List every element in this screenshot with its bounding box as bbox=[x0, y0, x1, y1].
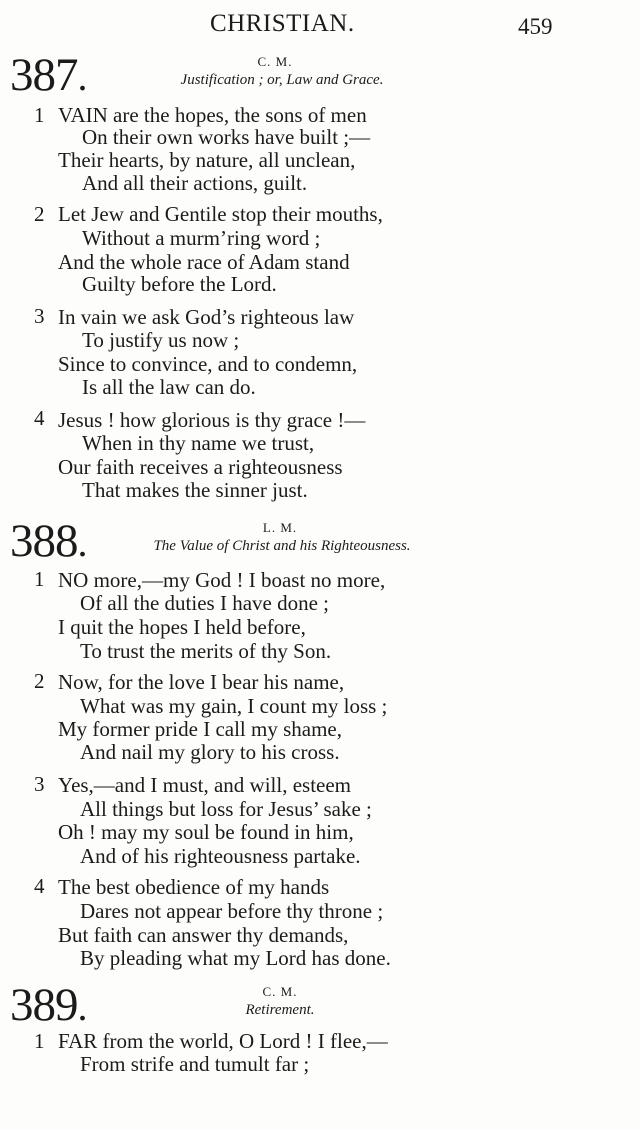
verse-line: Our faith receives a righteousness bbox=[58, 455, 343, 479]
verse-line: Now, for the love I bear his name, bbox=[58, 670, 345, 694]
verse-number: 1 bbox=[34, 103, 45, 127]
verse-line: NO more,—my God ! I boast no more, bbox=[58, 568, 386, 592]
verse-line: Since to convince, and to condemn, bbox=[58, 352, 358, 376]
verse-line: Jesus ! how glorious is thy grace !— bbox=[58, 408, 366, 432]
verse-line: And of his righteousness partake. bbox=[80, 844, 361, 868]
verse-line: Without a murm’ring word ; bbox=[82, 226, 321, 250]
verse-line: From strife and tumult far ; bbox=[80, 1052, 310, 1076]
verse-line: My former pride I call my shame, bbox=[58, 717, 342, 741]
verse-line: That makes the sinner just. bbox=[82, 478, 308, 502]
hymn-number: 388. bbox=[10, 515, 87, 567]
verse-line: Guilty before the Lord. bbox=[82, 272, 277, 296]
hymn-meter: L. M. bbox=[262, 520, 298, 535]
hymn-subtitle: The Value of Christ and his Righteousness. bbox=[153, 538, 411, 554]
verse-number: 1 bbox=[34, 1029, 45, 1053]
verse-line: All things but loss for Jesus’ sake ; bbox=[80, 797, 372, 821]
verse-line: And all their actions, guilt. bbox=[82, 171, 308, 195]
verse-line: On their own works have built ;— bbox=[82, 125, 371, 149]
verse-number: 2 bbox=[34, 202, 45, 226]
verse-line: Yes,—and I must, and will, esteem bbox=[58, 773, 352, 797]
verse-line: The best obedience of my hands bbox=[58, 875, 330, 899]
verse-line: Oh ! may my soul be found in him, bbox=[58, 820, 354, 844]
verse-number: 3 bbox=[34, 772, 45, 796]
hymn-subtitle: Retirement. bbox=[245, 1002, 315, 1018]
verse-line: VAIN are the hopes, the sons of men bbox=[58, 103, 367, 127]
verse-line: Is all the law can do. bbox=[82, 375, 256, 399]
hymn-number: 389. bbox=[10, 979, 87, 1031]
verse-line: In vain we ask God’s righteous law bbox=[58, 305, 355, 329]
running-head: CHRISTIAN. bbox=[210, 10, 355, 37]
verse-line: Dares not appear before thy throne ; bbox=[80, 899, 384, 923]
verse-line: To justify us now ; bbox=[82, 328, 240, 352]
verse-line: I quit the hopes I held before, bbox=[58, 615, 306, 639]
hymn-meter: C. M. bbox=[262, 984, 298, 999]
page-number: 459 bbox=[518, 14, 553, 39]
verse-line: And nail my glory to his cross. bbox=[80, 740, 340, 764]
verse-line: Of all the duties I have done ; bbox=[80, 591, 330, 615]
verse-number: 4 bbox=[34, 874, 45, 898]
verse-line: When in thy name we trust, bbox=[82, 431, 315, 455]
verse-line: FAR from the world, O Lord ! I flee,— bbox=[58, 1029, 388, 1053]
verse-number: 3 bbox=[34, 304, 45, 328]
verse-number: 4 bbox=[34, 406, 45, 430]
verse-line: But faith can answer thy demands, bbox=[58, 923, 349, 947]
verse-line: To trust the merits of thy Son. bbox=[80, 639, 332, 663]
verse-line: What was my gain, I count my loss ; bbox=[80, 694, 388, 718]
verse-line: Let Jew and Gentile stop their mouths, bbox=[58, 202, 383, 226]
verse-line: By pleading what my Lord has done. bbox=[80, 946, 391, 970]
verse-line: Their hearts, by nature, all unclean, bbox=[58, 148, 356, 172]
verse-number: 1 bbox=[34, 567, 45, 591]
hymn-subtitle: Justification ; or, Law and Grace. bbox=[180, 72, 384, 88]
verse-number: 2 bbox=[34, 669, 45, 693]
hymn-meter: C. M. bbox=[257, 54, 293, 69]
verse-line: And the whole race of Adam stand bbox=[58, 250, 350, 274]
hymn-number: 387. bbox=[10, 49, 87, 101]
